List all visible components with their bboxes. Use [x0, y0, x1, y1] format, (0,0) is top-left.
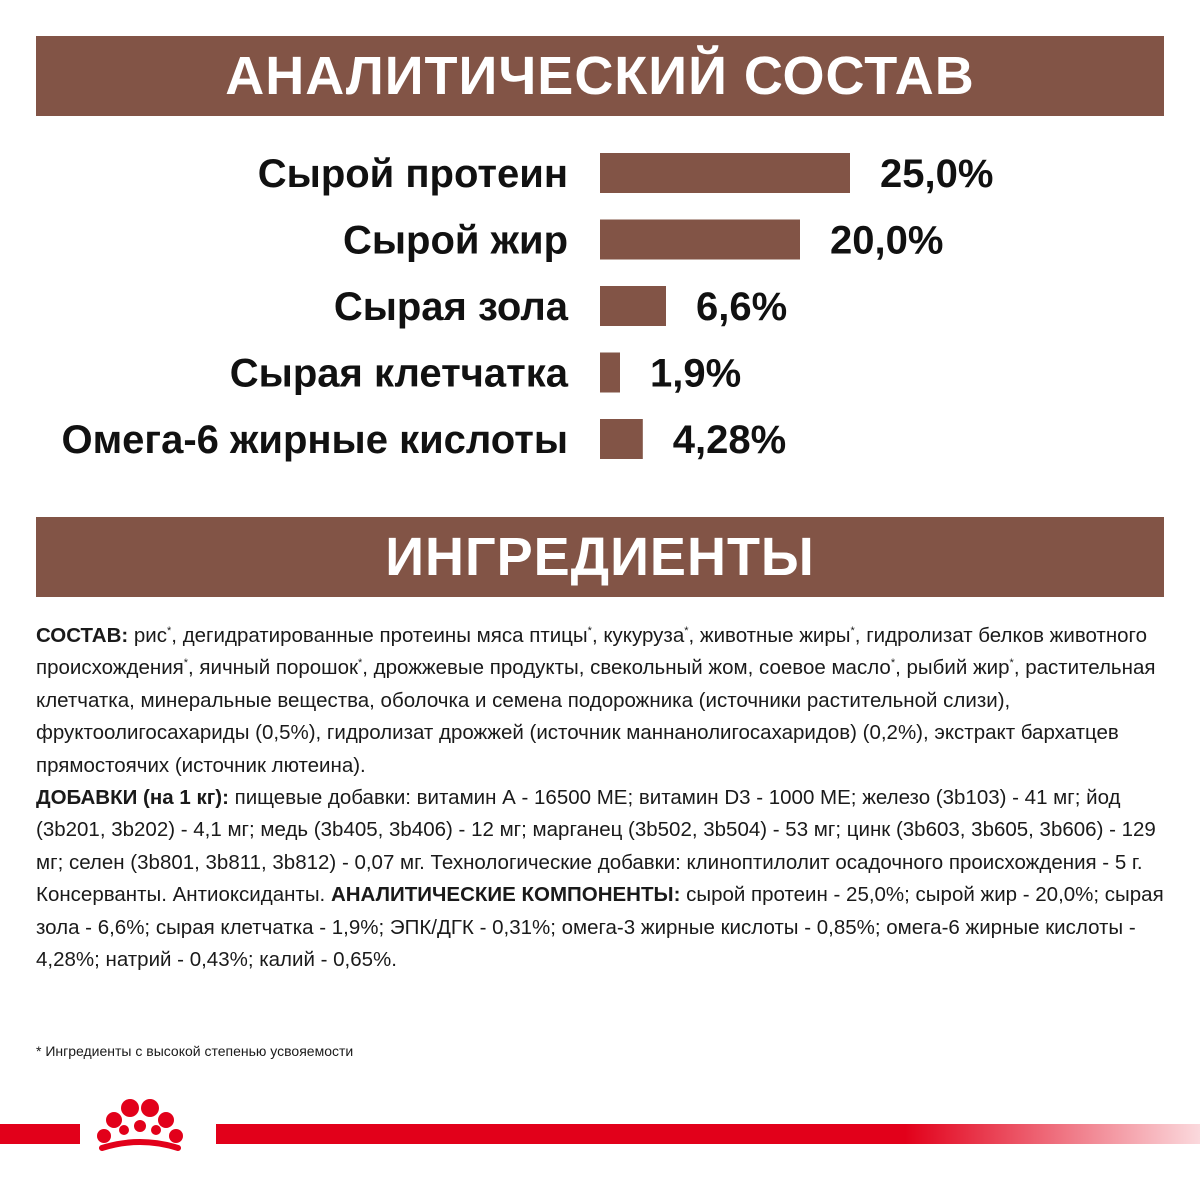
digestibility-star: *	[357, 657, 363, 670]
composition-part: , дрожжевые продукты, свекольный жом, соевое масло	[362, 656, 891, 680]
category-label: Омега-6 жирные кислоты	[61, 418, 568, 462]
composition-part: , растительная клетчатка, минеральные вещества, оболочка и семена подорожника (источники растительной слизи), фруктоолигосахариды (0,5%), гидролизат дрожжей (источник маннанолигосахаридов) (0,2%), экстракт бархатцев прямостоячих (источник лютеина).	[36, 656, 1156, 777]
composition-part: , животные жиры	[688, 624, 851, 647]
category-label: Сырая зола	[333, 285, 568, 329]
composition-part: , яичный порошок	[188, 656, 358, 680]
composition-part: , кукуруза	[591, 624, 685, 647]
category-label: Сырой протеин	[257, 152, 568, 196]
additives-body: пищевые добавки: витамин А - 16500 МЕ; витамин D3 - 1000 МЕ; железо (3b103) - 41 мг; йод (3b201, 3b202) - 4,1 мг; медь (3b405, 3b406) - 12 мг; марганец (3b502, 3b504) - 53 мг; цинк (3b603, 3b605, 3b606) - 129 мг; селен (3b801, 3b811, 3b812) - 0,07 мг. Технологические добавки: клиноптилолит осадочного происхождения - 5 г. Консерванты. Антиоксиданты.	[36, 786, 1156, 907]
bar	[600, 220, 800, 260]
digestibility-star: *	[183, 657, 189, 670]
crown-icon	[80, 1086, 200, 1166]
bar	[600, 353, 620, 393]
category-label: Сырая клетчатка	[229, 351, 568, 396]
ingredients-banner	[36, 517, 1164, 597]
nutrient-bar-chart	[0, 140, 1200, 480]
composition-body	[36, 624, 1155, 777]
composition-part: , гидролизат белков животного происхождения	[36, 624, 1147, 680]
additives-label: ДОБАВКИ (на 1 кг):	[36, 786, 229, 810]
chart-svg	[0, 140, 1200, 480]
composition-part: , рыбий жир	[895, 656, 1010, 680]
composition-label: СОСТАВ:	[36, 624, 129, 647]
category-label: Сырой жир	[343, 218, 568, 263]
digestibility-star: *	[587, 625, 592, 638]
analytic-label: АНАЛИТИЧЕСКИЕ КОМПОНЕНТЫ:	[330, 883, 681, 907]
digestibility-star: *	[850, 625, 855, 638]
brand-stripe-left	[0, 1124, 80, 1144]
analysis-banner	[36, 36, 1164, 116]
bar	[600, 419, 643, 459]
bar	[600, 286, 666, 326]
value-label: 4,28%	[672, 418, 787, 462]
brand-stripe-right	[216, 1124, 1200, 1144]
value-label: 6,6%	[696, 285, 788, 329]
digestibility-star: *	[684, 625, 689, 638]
footnote: * Ингредиенты с высокой степенью усвояемости	[36, 1043, 354, 1059]
digestibility-star: *	[890, 657, 896, 670]
composition-part: , дегидратированные протеины мяса птицы	[171, 624, 588, 647]
analysis-title: АНАЛИТИЧЕСКИЙ СОСТАВ	[225, 46, 975, 106]
ingredients-title: ИНГРЕДИЕНТЫ	[385, 527, 815, 587]
value-label: 25,0%	[880, 152, 994, 196]
digestibility-star: *	[167, 625, 172, 638]
digestibility-star: *	[1009, 657, 1014, 670]
analytic-body: сырой протеин - 25,0%; сырой жир - 20,0%; сырая зола - 6,6%; сырая клетчатка - 1,9%; ЭПК/ДГК - 0,31%; омега-3 жирные кислоты - 0,85%; омега-6 жирные кислоты - 4,28%; натрий - 0,43%; калий - 0,65%.	[36, 883, 1164, 972]
value-label: 20,0%	[830, 218, 944, 263]
composition-part: рис	[128, 624, 168, 647]
bar	[600, 153, 850, 193]
ingredients-text	[36, 620, 1166, 976]
value-label: 1,9%	[650, 351, 742, 396]
